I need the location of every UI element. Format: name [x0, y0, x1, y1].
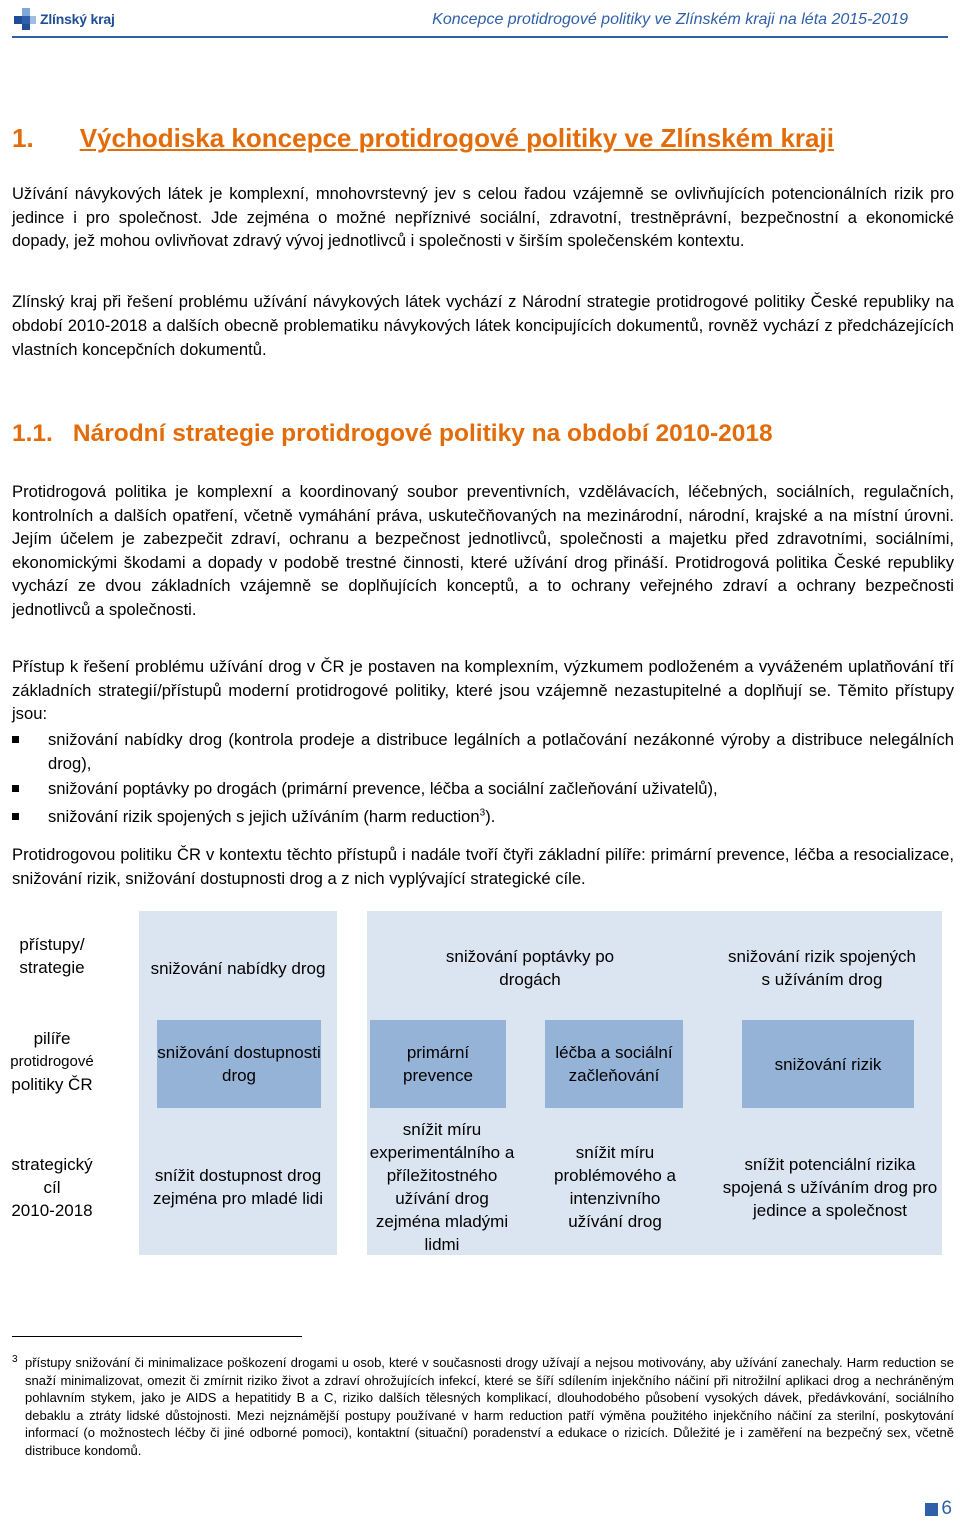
footnote [12, 1354, 954, 1459]
page-marker-icon [925, 1503, 938, 1516]
list-item-text: snižování poptávky po drogách (primární prevence, léčba a sociální začleňování uživatelů), [48, 779, 718, 798]
section-number: 1. [12, 123, 34, 153]
approach-harm-reduction: snižování rizik spojených s užíváním drog [727, 947, 917, 989]
row-label-approaches: přístupy/ strategie [19, 935, 85, 977]
section-number: 1.1. [12, 420, 53, 447]
paragraph: Přístup k řešení problému užívání drog v ČR je postaven na komplexním, výzkumem podloženém a vyváženém uplatňování tří základních strategií/přístupů moderní protidrogové politiky, které jsou vzájemně nezastupitelné a doplňují se. Těmito přístupy jsou: [12, 657, 954, 723]
section-title: Východiska koncepce protidrogové politiky ve Zlínském kraji [79, 123, 834, 153]
logo [14, 6, 115, 32]
paragraph: Protidrogová politika je komplexní a koordinovaný soubor preventivních, vzdělávacích, léčebných, sociálních, regulačních, kontrolních a dalších opatření, včetně vymáhání práva, uskutečňovaných na mezinárodní, národní, krajské a na místní úrovni. Jejím účelem je zabezpečit zdraví, ochranu a bezpečnost jednotlivců, společnosti a majetku před zdravotními, sociálními, ekonomickými škodami a dopady v podobě trestné činnosti, které užívání drog přináší. Protidrogová politika České republiky vychází ze dvou základních vzájemně se doplňujících konceptů, a to ochrany veřejného zdraví a ochrany bezpečnosti jednotlivců a společnosti. [12, 482, 954, 619]
approach-supply-reduction: snižování nabídky drog [150, 958, 326, 978]
header-title: Koncepce protidrogové politiky ve Zlínském kraji na léta 2015-2019 [432, 11, 908, 28]
goal-problem-use: snížit míru problémového a intenzivního užívání drog [554, 1143, 676, 1231]
row-label-goal: strategický cíl 2010-2018 [11, 1155, 93, 1220]
list-item [12, 728, 954, 775]
paragraph: Protidrogovou politiku ČR v kontextu těchto přístupů i nadále tvoří čtyři základní pilíře: primární prevence, léčba a resocializace, snižování rizik, snižování dostupnosti drog a z nich vyplývající strategické cíle. [12, 845, 954, 888]
goal-experimental-use: snížit míru experimentálního a příležitostného užívání drog zejména mladými lidmi [369, 1120, 515, 1254]
row-label-pillars: pilíře protidrogové politiky ČR [10, 1029, 94, 1094]
pillar-treatment: léčba a sociální začleňování [545, 1020, 683, 1108]
approach-demand-reduction: snižování poptávky po drogách [445, 947, 615, 989]
pillar-prevention: primární prevence [370, 1020, 506, 1108]
bullet-icon [12, 736, 19, 743]
footnote-ref[interactable]: 3 [479, 807, 486, 819]
paragraph: Užívání návykových látek je komplexní, mnohovrstevný jev s celou řadou vzájemně se ovlivňujících potencionálních rizik pro jedince i pro společnost. Jde zejména o možné nepříznivé sociální, zdravotní, trestněprávní, bezpečnostní a ekonomické dopady, jež mohou ovlivňovat zdravý vývoj jednotlivců i společnosti v širším společenském kontextu. [12, 185, 954, 250]
header-divider [12, 36, 948, 38]
pillar-harm-reduction: snižování rizik [742, 1020, 914, 1108]
page-number: 6 [925, 1498, 952, 1520]
footnote-number: 3 [12, 1354, 18, 1365]
goal-harm-reduction: snížit potenciální rizika spojená s užíváním drog pro jedince a společnost [722, 1154, 938, 1220]
list-item [12, 805, 954, 829]
goal-availability: snížit dostupnost drog zejména pro mladé lidi [152, 1166, 324, 1208]
list-item-text: snižování rizik spojených s jejich užíváním (harm reduction$^3$). [48, 807, 496, 826]
pillar-availability: snižování dostupnosti drog [157, 1020, 321, 1108]
footnote-divider [12, 1336, 302, 1337]
footnote-text: přístupy snižování či minimalizace poškození drogami u osob, které v současnosti drogy užívají a nejsou motivovány, aby užívání zanechaly. Harm reduction se snaží minimalizovat, omezit či zmírnit riziko život a zdraví ohrožujících infekcí, které se šíří sdílením injekčního náčiní při nitrožilní aplikaci drog a nechráněným pohlavním stykem, jako je AIDS a hepatitidy B a C, riziko dalších tělesných komplikací, dlouhodobého působení vysokých dávek, předávkování, sociálního debaklu a ztráty lidské důstojnosti. Mezi nejznámější postupy používané v harm reduction patří výměna použitého injekčního náčiní za sterilní, poskytování informací (o možnostech léčby či jiné odborné pomoci), kontaktní (situační) poradenství a edukace o rizicích. Důležité je i zaměření na bezpečný sex, včetně distribuce kondomů. [25, 1355, 954, 1458]
bullet-icon [12, 785, 19, 792]
section-heading-1-1 [12, 420, 773, 448]
logo-text: Zlínský kraj [40, 11, 115, 27]
paragraph: Zlínský kraj při řešení problému užívání návykových látek vychází z Národní strategie protidrogové politiky České republiky na období 2010-2018 a dalších obecně problematiku návykových látek koncipujících dokumentů, rovněž vychází z předcházejících vlastních koncepčních dokumentů. [12, 292, 954, 359]
section-heading-1 [12, 123, 834, 154]
section-title: Národní strategie protidrogové politiky na období 2010-2018 [72, 420, 773, 447]
list-item-text: snižování nabídky drog (kontrola prodeje a distribuce legálních a potlačování nezákonné výroby a distribuce nelegálních drog), [48, 730, 954, 773]
bullet-icon [12, 813, 19, 820]
logo-mark-icon [14, 8, 36, 30]
list-item [12, 777, 954, 801]
